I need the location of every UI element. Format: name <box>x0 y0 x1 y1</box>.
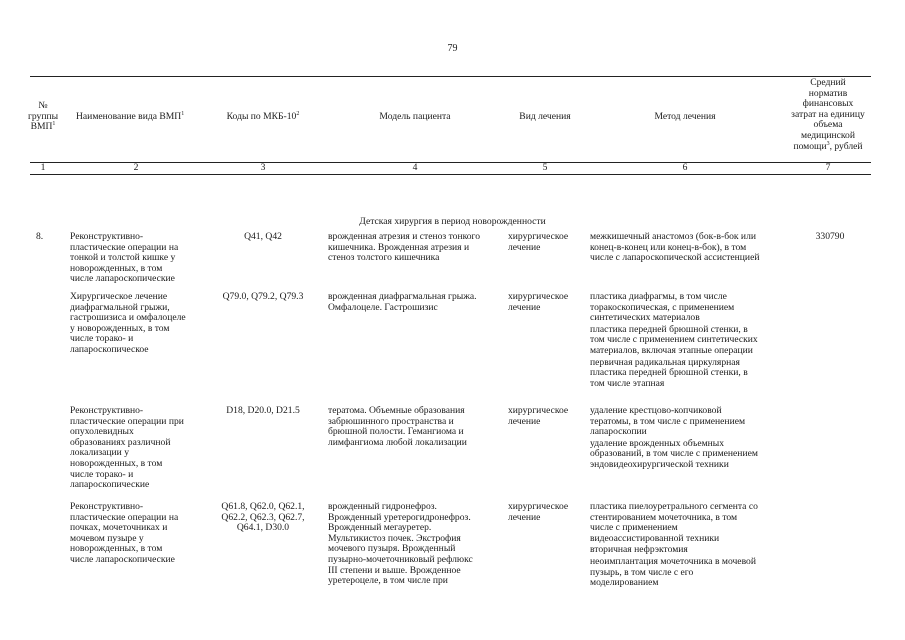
method-item: пластика пиелоуретрального сегмента со стентированием мочеточника, в том числе с применением видеоассистированной техники <box>590 501 758 544</box>
column-number: 1 <box>40 162 46 173</box>
header-average-cost: Средний норматив финансовых затрат на единицу объема медицинской помощи$^3$, рублей <box>791 77 865 152</box>
row-group-number: 8. <box>36 231 44 242</box>
row-treatment-method <box>590 292 785 390</box>
header-group-number: № группы ВМП$^1$ <box>27 100 59 133</box>
row-treatment-type: хирургическое лечение <box>508 501 569 523</box>
row-vmp-name: Хирургическое лечение диафрагмальной грыжи, гастрошизиса и омфалоцеле у новорожденных, в том числе торако- и лапароскопическое <box>70 291 186 355</box>
row-patient-model: врожденная атрезия и стеноз тонкого кишечника. Врожденная атрезия и стеноз толстого кишечника <box>328 231 481 264</box>
header-icd-codes: Коды по МКБ-$10^2$ <box>226 110 300 122</box>
row-treatment-method <box>590 502 785 590</box>
row-treatment-type: хирургическое лечение <box>508 405 569 427</box>
header-treatment-method: Метод лечения <box>654 111 716 122</box>
row-treatment-method <box>590 232 785 265</box>
column-number: 3 <box>260 162 266 173</box>
method-item: межкишечный анастомоз (бок-в-бок или конец-в-конец или конец-в-бок), в том числе с лапароскопической ассистенцией <box>590 231 760 264</box>
section-title: Детская хирургия в период новорожденности <box>359 216 546 227</box>
row-treatment-type: хирургическое лечение <box>508 231 569 253</box>
page-number: 79 <box>447 43 458 54</box>
header-vmp-name: Наименование вида ВМП$^1$ <box>76 110 185 122</box>
column-number: 7 <box>825 162 831 173</box>
method-item: удаление врожденных объемных образований, в том числе с применением эндовидеохирургической техники <box>590 437 758 470</box>
column-number: 2 <box>133 162 139 173</box>
row-icd-codes: D18, D20.0, D21.5 <box>226 405 300 416</box>
row-treatment-method <box>590 406 785 472</box>
header-patient-model: Модель пациента <box>379 111 451 122</box>
row-average-cost: 330790 <box>815 231 845 242</box>
header-treatment-type: Вид лечения <box>519 111 571 122</box>
method-item: вторичная нефрэктомия <box>590 544 688 556</box>
method-item: первичная радикальная циркулярная пластика передней брюшной стенки, в том числе этапная <box>590 356 748 389</box>
row-icd-codes: Q79.0, Q79.2, Q79.3 <box>222 291 304 302</box>
method-item: пластика передней брюшной стенки, в том числе с применением синтетических материалов, включая этапные операции <box>590 323 758 356</box>
method-item: неоимплантация мочеточника в мочевой пузырь, в том числе с его моделированием <box>590 555 756 589</box>
method-item: пластика диафрагмы, в том числе торакоскопическая, с применением синтетических материалов <box>590 291 735 324</box>
method-item: удаление крестцово-копчиковой тератомы, в том числе с применением лапароскопии <box>590 405 746 438</box>
column-number: 5 <box>542 162 548 173</box>
row-icd-codes: Q41, Q42 <box>244 231 282 242</box>
column-number-rule <box>30 174 871 175</box>
row-icd-codes: Q61.8, Q62.0, Q62.1, Q62.2, Q62.3, Q62.7, Q64.1, D30.0 <box>221 501 305 534</box>
row-vmp-name: Реконструктивно- пластические операции на тонкой и толстой кишке у новорожденных, в том числе лапароскопические <box>70 231 179 285</box>
column-number: 6 <box>682 162 688 173</box>
column-number: 4 <box>412 162 418 173</box>
table-top-rule <box>30 76 871 77</box>
row-vmp-name: Реконструктивно- пластические операции на почках, мочеточниках и мочевом пузыре у новорожденных, в том числе лапароскопические <box>70 501 179 565</box>
row-treatment-type: хирургическое лечение <box>508 291 569 313</box>
row-vmp-name: Реконструктивно- пластические операции при опухолевидных образованиях различной локализации у новорожденных, в том числе торако- и лапароскопические <box>70 405 184 491</box>
row-patient-model: тератома. Объемные образования забрюшинного пространства и брюшной полости. Гемангиома и лимфангиома любой локализации <box>328 405 467 448</box>
row-patient-model: врожденная диафрагмальная грыжа. Омфалоцеле. Гастрошизис <box>328 291 477 313</box>
row-patient-model: врожденный гидронефроз. Врожденный уретерогидронефроз. Врожденный мегауретер. Мультикистоз почек. Экстрофия мочевого пузыря. Врожденный пузырно-мочеточниковый рефлюкс III степени и выше. Врожденное уретероцеле, в том числе при <box>328 501 473 587</box>
